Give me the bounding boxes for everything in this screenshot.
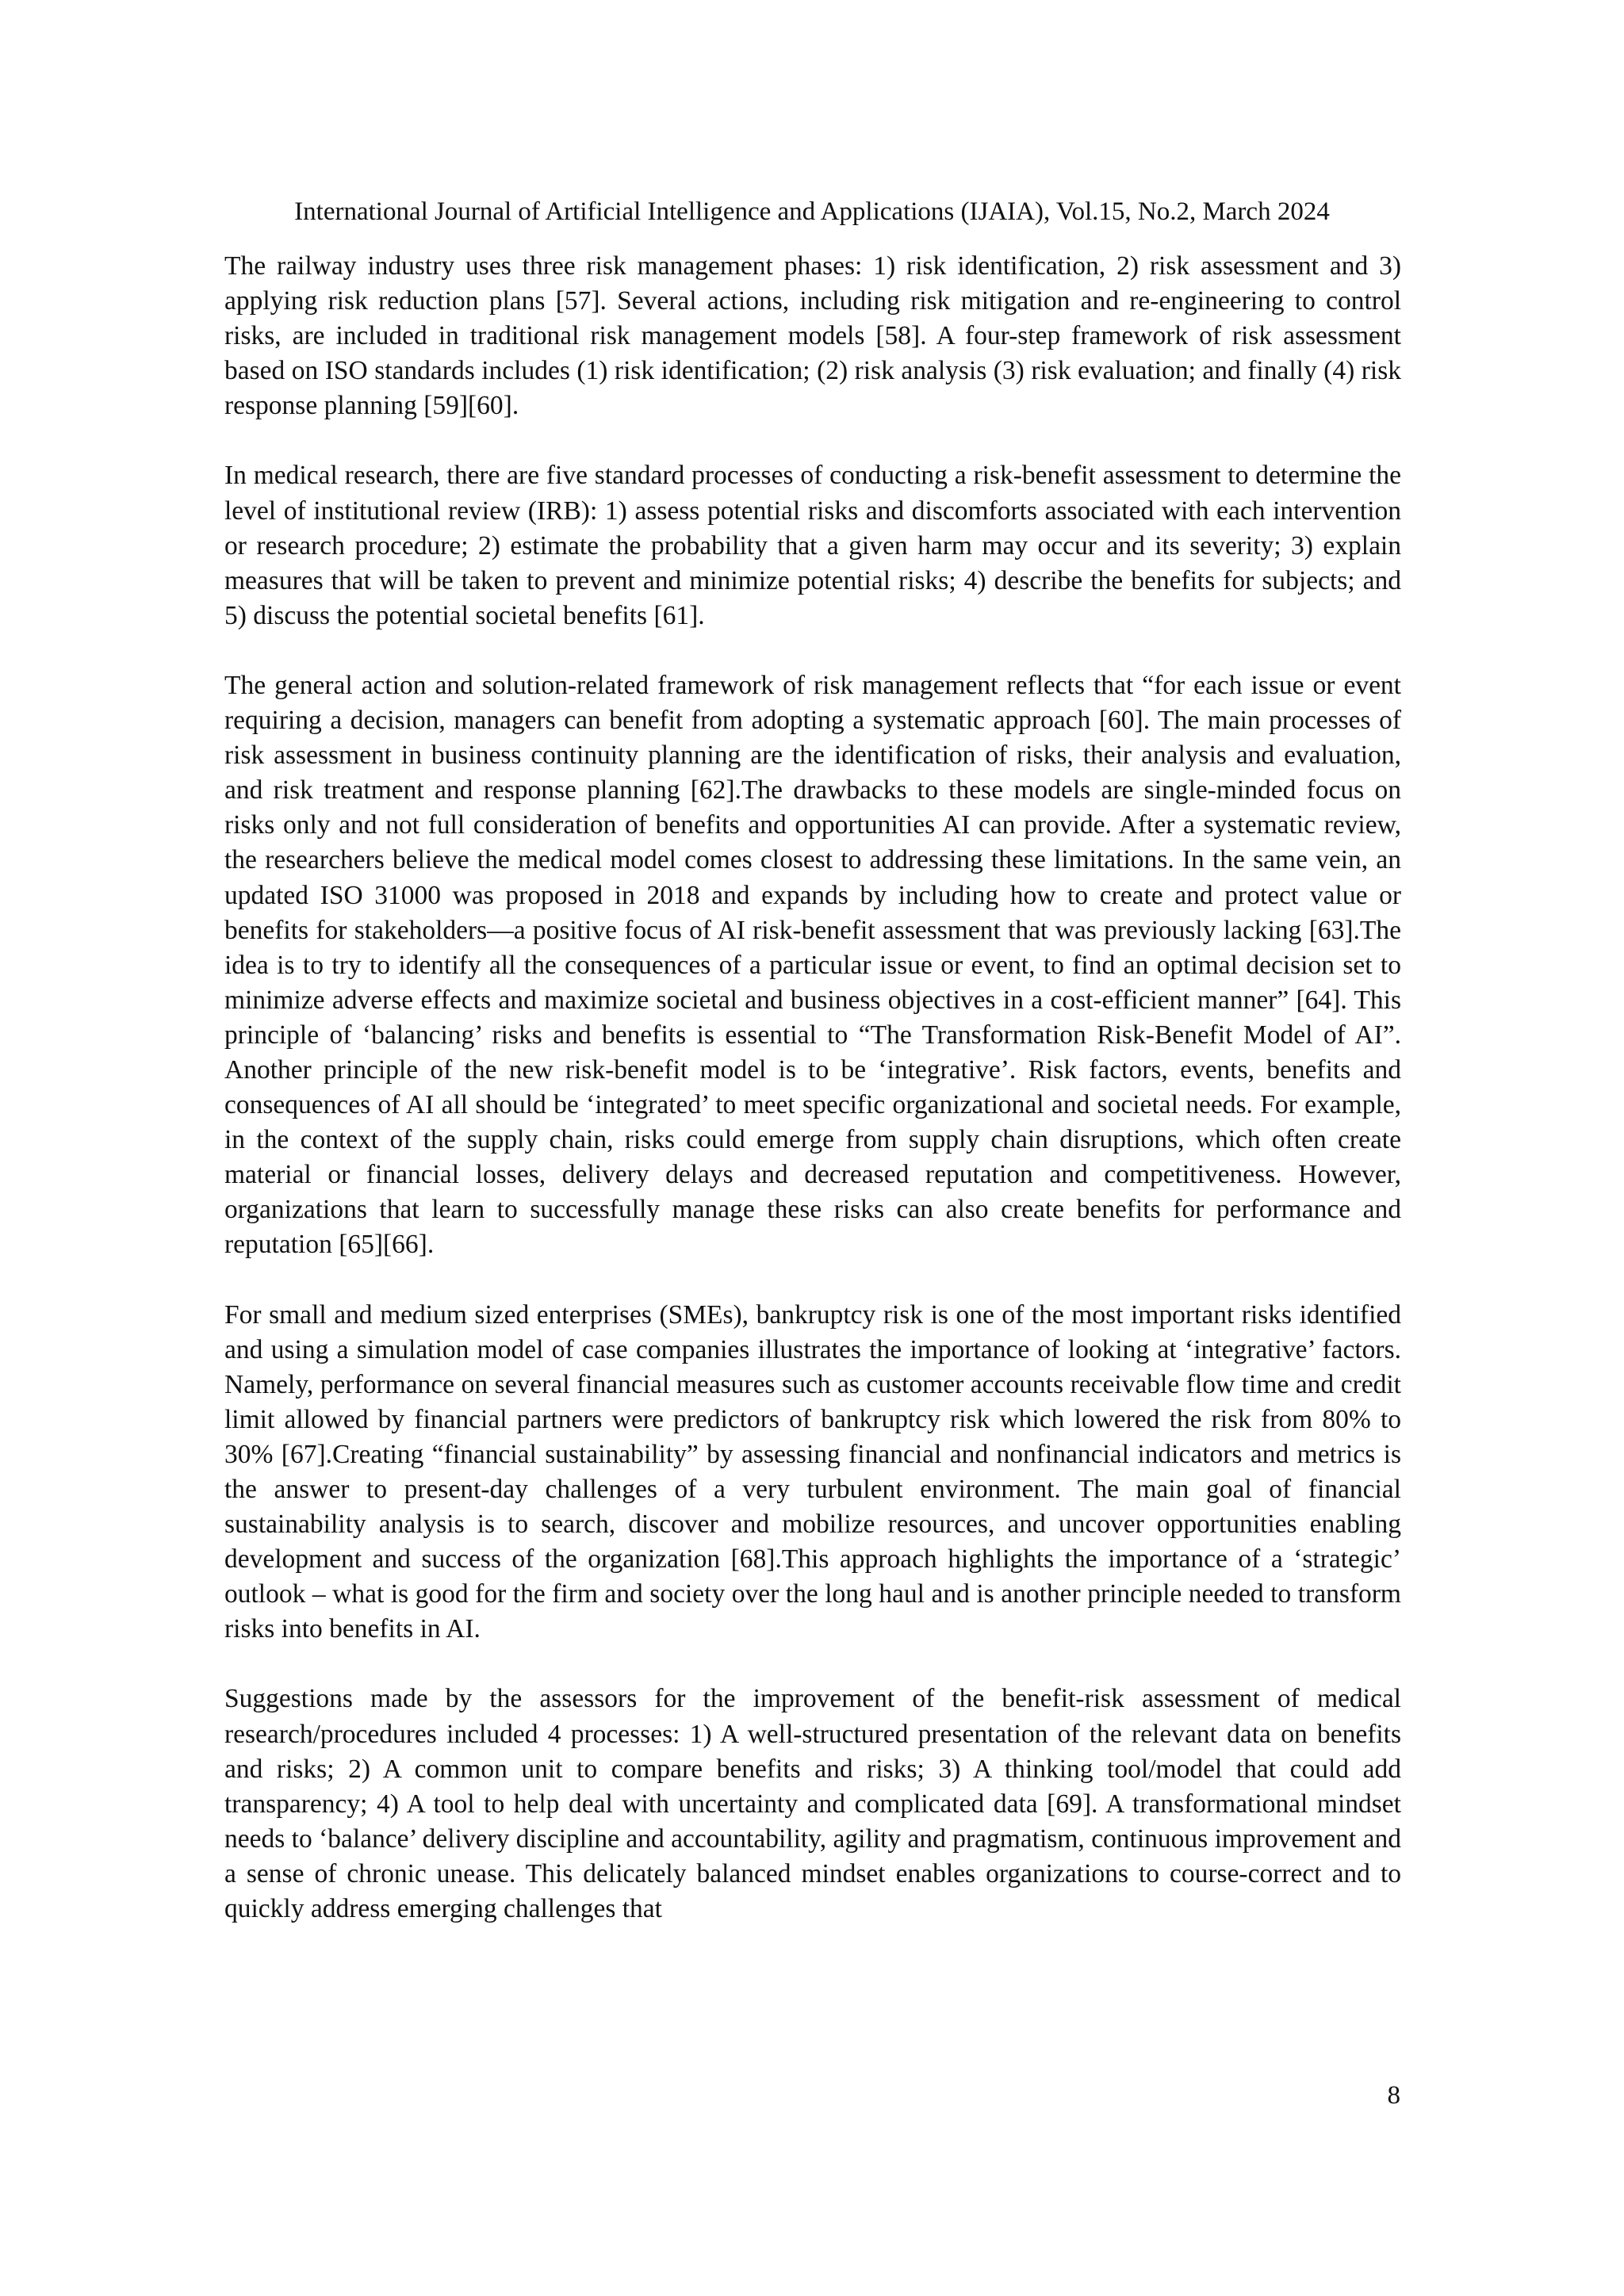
article-body bbox=[224, 249, 1401, 1927]
paragraph-assessor-suggestions: Suggestions made by the assessors for the improvement of the benefit-risk assessment of medical research/procedures included 4 processes: 1) A well-structured presentation of the relevant data on benefits and risks; 2) A common unit to compare benefits and risks; 3) A thinking tool/model that could add transparency; 4) A tool to help deal with uncertainty and complicated data [69]. A transformational mindset needs to ‘balance’ delivery discipline and accountability, agility and pragmatism, continuous improvement and a sense of chronic unease. This delicately balanced mindset enables organizations to course-correct and to quickly address emerging challenges that bbox=[224, 1684, 1401, 1924]
page-number: 8 bbox=[1387, 2081, 1400, 2110]
paragraph-medical-research-processes: In medical research, there are five standard processes of conducting a risk-benefit assessment to determine the level of institutional review (IRB): 1) assess potential risks and discomforts associated with each intervention or research procedure; 2) estimate the probability that a given harm may occur and its severity; 3) explain measures that will be taken to prevent and minimize potential risks; 4) describe the benefits for subjects; and 5) discuss the potential societal benefits [61]. bbox=[224, 461, 1401, 630]
paragraph-sme-bankruptcy-risk: For small and medium sized enterprises (SMEs), bankruptcy risk is one of the most important risks identified and using a simulation model of case companies illustrates the importance of looking at ‘integrative’ factors. Namely, performance on several financial measures such as customer accounts receivable flow time and credit limit allowed by financial partners were predictors of bankruptcy risk which lowered the risk from 80% to 30% [67].Creating “financial sustainability” by assessing financial and nonfinancial indicators and metrics is the answer to present-day challenges of a very turbulent environment. The main goal of financial sustainability analysis is to search, discover and mobilize resources, and uncover opportunities enabling development and success of the organization [68].This approach highlights the importance of a ‘strategic’ outlook – what is good for the firm and society over the long haul and is another principle needed to transform risks into benefits in AI. bbox=[224, 1299, 1401, 1644]
journal-header: International Journal of Artificial Intelligence and Applications (IJAIA), Vol.15, No.2, March 2024 bbox=[294, 197, 1330, 226]
paragraph-risk-management-phases: The railway industry uses three risk management phases: 1) risk identification, 2) risk assessment and 3) applying risk reduction plans [57]. Several actions, including risk mitigation and re-engineering to control risks, are included in traditional risk management models [58]. A four-step framework of risk assessment based on ISO standards includes (1) risk identification; (2) risk analysis (3) risk evaluation; and finally (4) risk response planning [59][60]. bbox=[224, 251, 1401, 421]
paragraph-general-framework: The general action and solution-related framework of risk management reflects that “for each issue or event requiring a decision, managers can benefit from adopting a systematic approach [60]. The main processes of risk assessment in business continuity planning are the identification of risks, their analysis and evaluation, and risk treatment and response planning [62].The drawbacks to these models are single-minded focus on risks only and not full consideration of benefits and opportunities AI can provide. After a systematic review, the researchers believe the medical model comes closest to addressing these limitations. In the same vein, an updated ISO 31000 was proposed in 2018 and expands by including how to create and protect value or benefits for stakeholders—a positive focus of AI risk-benefit assessment that was previously lacking [63].The idea is to try to identify all the consequences of a particular issue or event, to find an optimal decision set to minimize adverse effects and maximize societal and business objectives in a cost-efficient manner” [64]. This principle of ‘balancing’ risks and benefits is essential to “The Transformation Risk-Benefit Model of AI”. Another principle of the new risk-benefit model is to be ‘integrative’. Risk factors, events, benefits and consequences of AI all should be ‘integrated’ to meet specific organizational and societal needs. For example, in the context of the supply chain, risks could emerge from supply chain disruptions, which often create material or financial losses, delivery delays and decreased reputation and competitiveness. However, organizations that learn to successfully manage these risks can also create benefits for performance and reputation [65][66]. bbox=[224, 670, 1401, 1260]
